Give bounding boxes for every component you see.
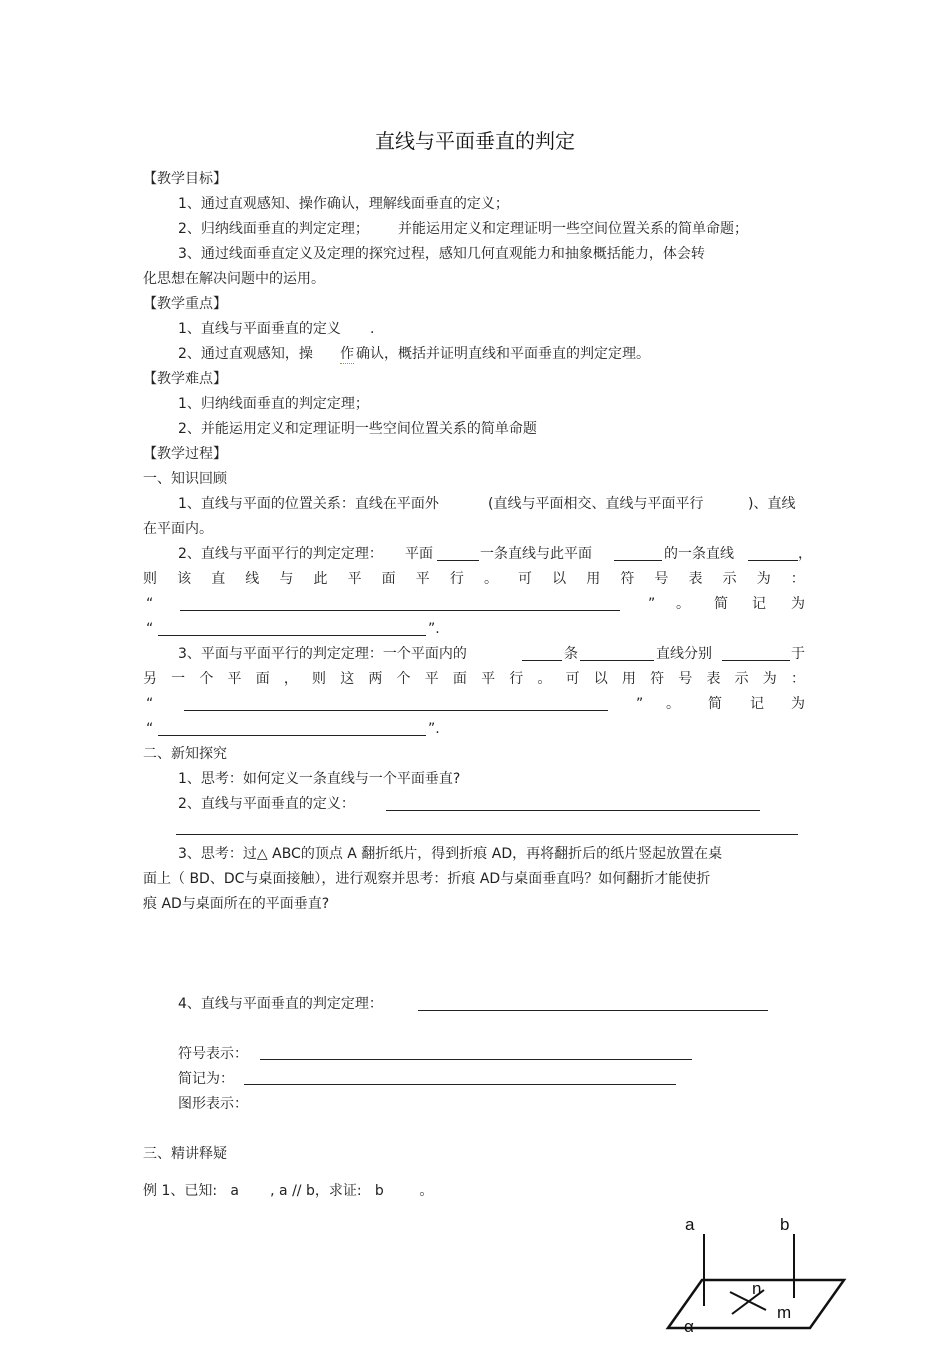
blank-q2-short[interactable] — [158, 635, 426, 636]
review-q2-c: 一条直线与此平面 — [480, 546, 592, 562]
review-q2-a: 2、直线与平面平行的判定定理： — [178, 546, 383, 562]
explore-q3-line3: 痕 AD与桌面所在的平面垂直? — [143, 896, 330, 912]
blank-definition-1[interactable] — [386, 810, 760, 811]
explore-q3-line2: 面上（ BD、DC与桌面接触），进行观察并思考：折痕 AD与桌面垂直吗？如何翻折才能使折 — [143, 871, 711, 887]
open-quote: “ — [146, 596, 154, 612]
ji-2: 记 — [750, 696, 764, 712]
blank-q2-symbol[interactable] — [180, 610, 620, 611]
period: 。 — [676, 596, 690, 612]
example-1: 例 1、已知: a , a // b，求证: b 。 — [143, 1183, 434, 1199]
open-quote-3: “ — [146, 696, 154, 712]
process-header: 【教学过程】 — [143, 446, 227, 462]
goal-item-1: 1、通过直观感知、操作确认，理解线面垂直的定义； — [178, 196, 509, 212]
key-points-header: 【教学重点】 — [143, 296, 227, 312]
label-n: n — [752, 1279, 762, 1298]
review-header: 一、知识回顾 — [143, 471, 227, 487]
blank-definition-2[interactable] — [176, 834, 798, 835]
key-point-2-a: 2、通过直观感知，操 — [178, 346, 313, 362]
review-q3-b: 条 — [564, 646, 578, 662]
goal-item-3: 3、通过线面垂直定义及定理的探究过程，感知几何直观能力和抽象概括能力，体会转 — [178, 246, 705, 262]
page-title: 直线与平面垂直的判定 — [375, 129, 575, 153]
explore-q1: 1、思考：如何定义一条直线与一个平面垂直? — [178, 771, 461, 787]
blank-theorem[interactable] — [418, 1010, 768, 1011]
ji: 记 — [752, 596, 766, 612]
key-point-1-tail: . — [370, 321, 375, 337]
symbol-label: 符号表示： — [178, 1046, 248, 1062]
open-quote-2: “ — [146, 621, 154, 637]
goal-item-2: 2、归纳线面垂直的判定定理； — [178, 221, 369, 237]
lecture-header: 三、精讲释疑 — [143, 1146, 227, 1162]
blank-q3-short[interactable] — [158, 735, 426, 736]
goal-item-3-cont: 化思想在解决问题中的运用。 — [143, 271, 325, 287]
blank-q3-2[interactable] — [580, 660, 654, 661]
review-q1-a: 1、直线与平面的位置关系：直线在平面外 — [178, 496, 439, 512]
jian-2: 简 — [708, 696, 722, 712]
review-q3-d: 于 — [791, 646, 805, 662]
blank-symbol[interactable] — [260, 1059, 692, 1060]
end-mark-1: ”. — [428, 621, 440, 637]
end-mark-2: ”. — [428, 721, 440, 737]
label-alpha: α — [684, 1317, 694, 1335]
difficulty-1: 1、归纳线面垂直的判定定理； — [178, 396, 369, 412]
review-q1-d: 在平面内。 — [143, 521, 213, 537]
key-point-1: 1、直线与平面垂直的定义 — [178, 321, 341, 337]
review-q2-d: 的一条直线 — [664, 546, 734, 562]
explore-header: 二、新知探究 — [143, 746, 227, 762]
perpendicular-diagram — [660, 1210, 850, 1335]
blank-q3-symbol[interactable] — [184, 710, 608, 711]
review-q3-a: 3、平面与平面平行的判定定理：一个平面内的 — [178, 646, 467, 662]
goal-item-2-cont: 并能运用定义和定理证明一些空间位置关系的简单命题； — [398, 221, 748, 237]
period-2: 。 — [666, 696, 680, 712]
blank-q3-3[interactable] — [722, 660, 790, 661]
wei-2: 为 — [791, 696, 805, 712]
close-quote-2: ” — [636, 696, 644, 712]
key-point-2-b: 作 — [340, 346, 354, 362]
blank-q2-3[interactable] — [748, 560, 798, 561]
label-a: a — [685, 1215, 695, 1234]
close-quote: ” — [648, 596, 656, 612]
key-point-2-c: 确认，概括并证明直线和平面垂直的判定定理。 — [356, 346, 650, 362]
label-m: m — [777, 1303, 792, 1322]
difficulty-2: 2、并能运用定义和定理证明一些空间位置关系的简单命题 — [178, 421, 537, 437]
jian: 简 — [714, 596, 728, 612]
review-q1-b: (直线与平面相交、直线与平面平行 — [488, 496, 704, 512]
goals-header: 【教学目标】 — [143, 171, 227, 187]
review-q1-c: )、直线 — [748, 496, 796, 512]
review-q2-e: ， — [798, 546, 812, 562]
review-q3-c: 直线分别 — [656, 646, 712, 662]
blank-q2-1[interactable] — [437, 560, 479, 561]
diagram-svg — [660, 1210, 850, 1335]
wei: 为 — [791, 596, 805, 612]
label-b: b — [780, 1215, 790, 1234]
blank-short[interactable] — [244, 1084, 676, 1085]
explore-q3-line1: 3、思考：过△ ABC的顶点 A 翻折纸片，得到折痕 AD，再将翻折后的纸片竖起放置在桌 — [178, 846, 723, 862]
explore-q2: 2、直线与平面垂直的定义： — [178, 796, 355, 812]
blank-q2-2[interactable] — [614, 560, 662, 561]
short-label: 简记为： — [178, 1071, 234, 1087]
difficulties-header: 【教学难点】 — [143, 371, 227, 387]
review-q3-line2: 另 一 个 平 面 ， 则 这 两 个 平 面 平 行 。 可 以 用 符 号 表 示 为 ： — [143, 671, 805, 687]
figure-label: 图形表示： — [178, 1096, 248, 1112]
blank-q3-1[interactable] — [522, 660, 562, 661]
open-quote-4: “ — [146, 721, 154, 737]
review-q2-b: 平面 — [405, 546, 433, 562]
review-q2-line2: 则 该 直 线 与 此 平 面 平 行 。 可 以 用 符 号 表 示 为 ： — [143, 571, 805, 587]
explore-q4: 4、直线与平面垂直的判定定理： — [178, 996, 383, 1012]
